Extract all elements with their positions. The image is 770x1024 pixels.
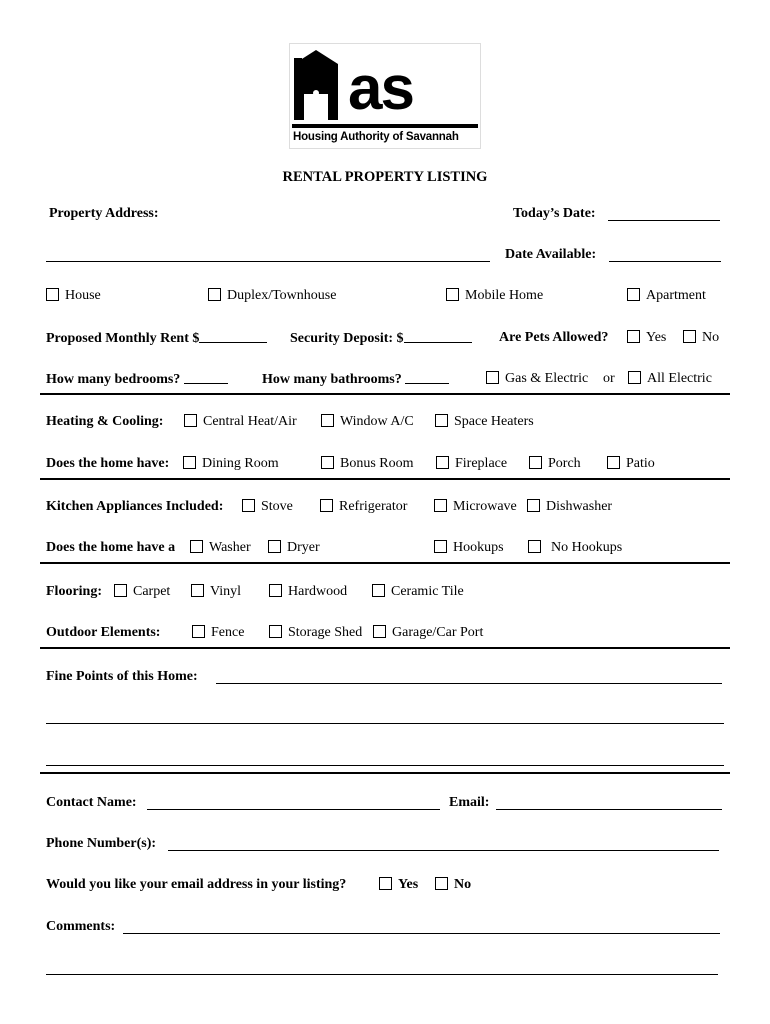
checkbox-duplex-townhouse[interactable]: [208, 288, 336, 304]
checkbox-box[interactable]: [191, 584, 204, 597]
checkbox-box[interactable]: [269, 625, 282, 638]
checkbox-label: No Hookups: [551, 540, 623, 555]
checkbox-gas-electric[interactable]: [486, 371, 588, 387]
checkbox-label: No: [702, 330, 720, 345]
checkbox-ceramic-tile[interactable]: [372, 584, 464, 600]
checkbox-porch[interactable]: [529, 456, 581, 472]
checkbox-box[interactable]: [683, 330, 696, 343]
pets-label: Are Pets Allowed?: [499, 330, 609, 345]
checkbox-label: Dishwasher: [546, 499, 613, 514]
kitchen-label: Kitchen Appliances Included:: [46, 499, 224, 514]
checkbox-label: Porch: [548, 456, 581, 471]
checkbox-fence[interactable]: [192, 625, 244, 641]
checkbox-microwave[interactable]: [434, 499, 517, 515]
checkbox-label: Hardwood: [288, 584, 348, 599]
checkbox-box[interactable]: [321, 414, 334, 427]
contact-name-label: Contact Name:: [46, 795, 137, 810]
logo-org-name: Housing Authority of Savannah: [293, 131, 459, 143]
checkbox-label: Fence: [211, 625, 245, 640]
checkbox-box[interactable]: [446, 288, 459, 301]
checkbox-label: Duplex/Townhouse: [227, 288, 337, 303]
checkbox-box[interactable]: [192, 625, 205, 638]
checkbox-label: Storage Shed: [288, 625, 363, 640]
checkbox-box[interactable]: [435, 877, 448, 890]
checkbox-stove[interactable]: [242, 499, 293, 515]
checkbox-storage-shed[interactable]: [269, 625, 362, 641]
checkbox-box[interactable]: [373, 625, 386, 638]
checkbox-label: Ceramic Tile: [391, 584, 464, 599]
rent-field[interactable]: [199, 330, 267, 343]
checkbox-window-ac[interactable]: [321, 414, 414, 430]
section-divider: [40, 393, 730, 395]
checkbox-label: Patio: [626, 456, 655, 471]
checkbox-pets-no[interactable]: [683, 330, 719, 346]
checkbox-box[interactable]: [434, 540, 447, 553]
checkbox-label: Bonus Room: [340, 456, 414, 471]
bathrooms-label: How many bathrooms?: [262, 372, 402, 387]
checkbox-fireplace[interactable]: [436, 456, 507, 472]
checkbox-label: Fireplace: [455, 456, 508, 471]
checkbox-dishwasher[interactable]: [527, 499, 612, 515]
checkbox-apartment[interactable]: [627, 288, 706, 304]
checkbox-label: Garage/Car Port: [392, 625, 484, 640]
checkbox-box[interactable]: [529, 456, 542, 469]
checkbox-label: House: [65, 288, 101, 303]
checkbox-box[interactable]: [190, 540, 203, 553]
checkbox-box[interactable]: [114, 584, 127, 597]
checkbox-box[interactable]: [372, 584, 385, 597]
checkbox-label: Space Heaters: [454, 414, 534, 429]
checkbox-space-heaters[interactable]: [435, 414, 534, 430]
deposit-label: Security Deposit: $: [290, 331, 404, 346]
email-field[interactable]: [496, 809, 722, 810]
checkbox-label: Apartment: [646, 288, 706, 303]
bedrooms-row: [46, 371, 228, 388]
property-address-field[interactable]: [46, 261, 490, 262]
checkbox-label: Washer: [209, 540, 251, 555]
checkbox-email-listing-no[interactable]: [435, 877, 471, 893]
checkbox-label: Gas & Electric: [505, 371, 589, 386]
property-address-label: Property Address:: [49, 206, 159, 221]
checkbox-box[interactable]: [268, 540, 281, 553]
section-divider: [40, 562, 730, 564]
checkbox-box[interactable]: [208, 288, 221, 301]
bedrooms-label: How many bedrooms?: [46, 372, 181, 387]
bedrooms-field[interactable]: [184, 371, 228, 384]
checkbox-dining-room[interactable]: [183, 456, 279, 472]
checkbox-washer[interactable]: [190, 540, 251, 556]
checkbox-dryer[interactable]: [268, 540, 320, 556]
home-have-label: Does the home have:: [46, 456, 170, 471]
contact-name-field[interactable]: [147, 809, 440, 810]
checkbox-box[interactable]: [379, 877, 392, 890]
checkbox-box[interactable]: [269, 584, 282, 597]
fine-points-line-2[interactable]: [46, 723, 724, 724]
outdoor-label: Outdoor Elements:: [46, 625, 161, 640]
checkbox-label: Yes: [398, 877, 419, 892]
rent-row: [46, 330, 267, 347]
section-divider: [40, 647, 730, 649]
checkbox-label: Stove: [261, 499, 293, 514]
has-logo: [289, 43, 481, 149]
bathrooms-row: [262, 371, 449, 388]
fine-points-line-3[interactable]: [46, 765, 724, 766]
fine-points-label: Fine Points of this Home:: [46, 669, 198, 684]
checkbox-box[interactable]: [435, 414, 448, 427]
checkbox-box[interactable]: [321, 456, 334, 469]
checkbox-label: Window A/C: [340, 414, 414, 429]
checkbox-label: Carpet: [133, 584, 171, 599]
checkbox-box[interactable]: [486, 371, 499, 384]
checkbox-label: Dryer: [287, 540, 320, 555]
checkbox-refrigerator[interactable]: [320, 499, 407, 515]
flooring-label: Flooring:: [46, 584, 102, 599]
heating-label: Heating & Cooling:: [46, 414, 164, 429]
section-divider: [40, 478, 730, 480]
bathrooms-field[interactable]: [405, 371, 449, 384]
phone-label: Phone Number(s):: [46, 836, 157, 851]
checkbox-label: All Electric: [647, 371, 712, 386]
email-label: Email:: [449, 795, 490, 810]
rent-label: Proposed Monthly Rent $: [46, 331, 200, 346]
logo-wordmark-tail: as: [348, 54, 413, 123]
checkbox-vinyl[interactable]: [191, 584, 241, 600]
todays-date-field[interactable]: [608, 220, 720, 221]
checkbox-box[interactable]: [183, 456, 196, 469]
checkbox-box[interactable]: [527, 499, 540, 512]
checkbox-label: Refrigerator: [339, 499, 408, 514]
checkbox-pets-yes[interactable]: [627, 330, 666, 346]
checkbox-box[interactable]: [528, 540, 541, 553]
comments-label: Comments:: [46, 919, 116, 934]
checkbox-box[interactable]: [184, 414, 197, 427]
checkbox-patio[interactable]: [607, 456, 655, 472]
checkbox-label: Central Heat/Air: [203, 414, 297, 429]
checkbox-label: Mobile Home: [465, 288, 544, 303]
home-have-a-label: Does the home have a: [46, 540, 176, 555]
checkbox-box[interactable]: [627, 288, 640, 301]
fine-points-field[interactable]: [216, 683, 722, 684]
checkbox-box[interactable]: [628, 371, 641, 384]
section-divider: [40, 772, 730, 774]
deposit-row: [290, 330, 472, 347]
checkbox-label: Yes: [646, 330, 667, 345]
phone-field[interactable]: [168, 850, 719, 851]
checkbox-box[interactable]: [434, 499, 447, 512]
date-available-label: Date Available:: [505, 247, 597, 262]
checkbox-house[interactable]: [46, 288, 101, 304]
checkbox-bonus-room[interactable]: [321, 456, 414, 472]
checkbox-mobile-home[interactable]: [446, 288, 543, 304]
checkbox-label: No: [454, 877, 472, 892]
checkbox-hookups[interactable]: [434, 540, 504, 556]
checkbox-hardwood[interactable]: [269, 584, 347, 600]
todays-date-label: Today’s Date:: [513, 206, 596, 221]
checkbox-all-electric[interactable]: [628, 371, 712, 387]
form-title: RENTAL PROPERTY LISTING: [282, 169, 488, 185]
comments-field[interactable]: [123, 933, 720, 934]
checkbox-email-listing-yes[interactable]: [379, 877, 418, 893]
checkbox-no-hookups[interactable]: [528, 540, 622, 556]
checkbox-box[interactable]: [46, 288, 59, 301]
checkbox-label: Vinyl: [210, 584, 242, 599]
checkbox-box[interactable]: [320, 499, 333, 512]
email-listing-label: Would you like your email address in your listing?: [46, 877, 347, 892]
checkbox-box[interactable]: [242, 499, 255, 512]
comments-line-2[interactable]: [46, 974, 718, 975]
checkbox-central-heat-air[interactable]: [184, 414, 297, 430]
checkbox-carpet[interactable]: [114, 584, 170, 600]
deposit-field[interactable]: [404, 330, 472, 343]
or-text: or: [603, 371, 615, 386]
checkbox-box[interactable]: [627, 330, 640, 343]
checkbox-label: Dining Room: [202, 456, 279, 471]
date-available-field[interactable]: [609, 261, 721, 262]
checkbox-box[interactable]: [607, 456, 620, 469]
checkbox-label: Microwave: [453, 499, 517, 514]
checkbox-label: Hookups: [453, 540, 504, 555]
checkbox-garage-car-port[interactable]: [373, 625, 483, 641]
checkbox-box[interactable]: [436, 456, 449, 469]
